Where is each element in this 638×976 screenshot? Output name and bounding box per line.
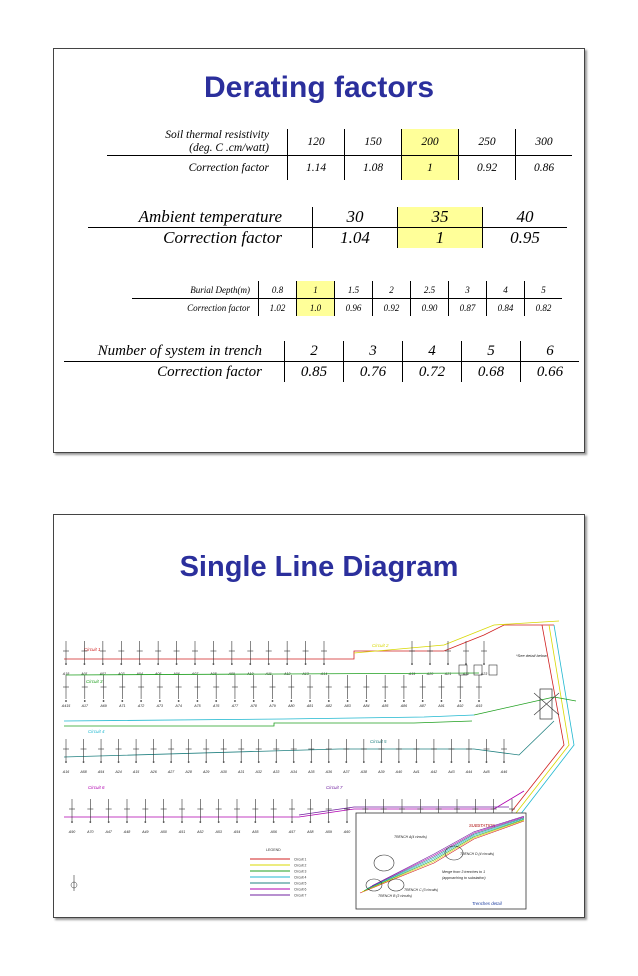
merge-note: Merge from 3 trenches to 1 xyxy=(442,870,486,874)
feeder-label: A43 xyxy=(448,770,455,774)
feeder-node xyxy=(83,761,85,763)
ambient-label: Ambient temperature xyxy=(88,207,313,228)
feeder-node xyxy=(459,700,461,702)
feeder-label: A29 xyxy=(202,770,210,774)
feeder-label: A70 xyxy=(87,830,94,834)
feeder-node xyxy=(84,700,86,702)
feeder-label: A58 xyxy=(80,770,87,774)
feeder-node xyxy=(121,700,123,702)
feeder-node xyxy=(465,663,467,665)
feeder-node xyxy=(178,700,180,702)
feeder-label: A57 xyxy=(288,830,296,834)
feeder-node xyxy=(272,700,274,702)
circuit-label: Circuit 7 xyxy=(326,785,343,790)
table-cell: 0.84 xyxy=(487,299,525,317)
feeder-node xyxy=(65,663,67,665)
feeder-label: A54 xyxy=(97,770,105,774)
feeder-label: A03 xyxy=(118,672,125,676)
table-cell: 4 xyxy=(487,281,525,299)
feeder-label: A49 xyxy=(142,830,149,834)
feeder-node xyxy=(188,761,190,763)
feeder-node xyxy=(411,663,413,665)
feeder-label: A415 xyxy=(61,704,71,708)
feeder-node xyxy=(441,700,443,702)
feeder-label: A44 xyxy=(465,770,473,774)
feeder-label: A86 xyxy=(400,704,408,708)
table-cell-highlight: 1 xyxy=(398,228,483,249)
feeder-node xyxy=(365,700,367,702)
feeder-label: A77 xyxy=(231,704,239,708)
burial-depth-table xyxy=(132,281,562,316)
feeder-node xyxy=(135,761,137,763)
table-cell: 2 xyxy=(373,281,411,299)
feeder-node xyxy=(176,663,178,665)
feeder-label: A41 xyxy=(413,770,420,774)
circuit-label: Circuit 2 xyxy=(372,643,389,648)
table-cell: 0.76 xyxy=(344,362,403,383)
table-cell: 0.68 xyxy=(462,362,521,383)
feeder-label: A05 xyxy=(154,672,162,676)
feeder-node xyxy=(89,821,91,823)
feeder-node xyxy=(108,821,110,823)
feeder-node xyxy=(215,700,217,702)
table-cell: 1.5 xyxy=(335,281,373,299)
legend-label: Circuit 1 xyxy=(294,857,307,862)
feeder-label: A06 xyxy=(173,672,180,676)
table-cell: 3 xyxy=(344,341,403,362)
circuit-4-route xyxy=(64,715,474,721)
feeder-label: A30 xyxy=(220,770,227,774)
feeder-node xyxy=(468,761,470,763)
table-cell: 0.87 xyxy=(449,299,487,317)
table-cell: 30 xyxy=(313,207,398,228)
feeder-node xyxy=(170,761,172,763)
feeder-node xyxy=(103,700,105,702)
feeder-label: A87 xyxy=(419,704,426,708)
circuit-3-bus xyxy=(66,673,479,675)
feeder-label: A54 xyxy=(233,830,241,834)
feeder-label: A23 xyxy=(480,672,488,676)
feeder-label: A59 xyxy=(325,830,332,834)
feeder-node xyxy=(345,761,347,763)
feeder-label: A53 xyxy=(215,830,222,834)
single-line-diagram xyxy=(54,593,586,919)
feeder-node xyxy=(328,700,330,702)
feeder-node xyxy=(486,761,488,763)
circuit-label: Circuit 1 xyxy=(84,647,101,652)
feeder-node xyxy=(140,700,142,702)
feeder-label: A80 xyxy=(288,704,295,708)
table-cell: 3 xyxy=(449,281,487,299)
feeder-node xyxy=(102,663,104,665)
feeder-label: A38 xyxy=(360,770,368,774)
feeder-node xyxy=(291,821,293,823)
feeder-label: A04 xyxy=(136,672,143,676)
feeder-node xyxy=(447,663,449,665)
feeder-node xyxy=(416,761,418,763)
feeder-label: A60 xyxy=(343,830,351,834)
correction-label: Correction factor xyxy=(187,302,250,313)
feeder-node xyxy=(236,821,238,823)
feeder-node xyxy=(126,821,128,823)
table-cell-highlight: 1 xyxy=(402,156,459,181)
feeder-label: A92 xyxy=(457,704,464,708)
feeder-label: A22 xyxy=(462,672,470,676)
feeder-label: A91 xyxy=(438,704,445,708)
feeder-label: A32 xyxy=(255,770,262,774)
feeder-node xyxy=(157,663,159,665)
table-cell: 120 xyxy=(288,129,345,156)
circuit-label: Circuit 4 xyxy=(88,729,105,734)
feeder-node xyxy=(273,821,275,823)
feeder-label: A17 xyxy=(81,704,88,708)
table-cell: 0.86 xyxy=(516,156,573,181)
feeder-label: A40 xyxy=(395,770,403,774)
feeder-node xyxy=(120,663,122,665)
feeder-label: A21 xyxy=(444,672,452,676)
feeder-node xyxy=(253,700,255,702)
feeder-label: A18 xyxy=(62,672,70,676)
trench-label: Number of system in trench xyxy=(64,341,285,362)
trunk-route xyxy=(474,721,554,755)
feeder-node xyxy=(153,761,155,763)
table-cell: 300 xyxy=(516,129,573,156)
feeder-label: A46 xyxy=(500,770,508,774)
feeder-node xyxy=(429,663,431,665)
feeder-node xyxy=(144,821,146,823)
feeder-label: A50 xyxy=(160,830,167,834)
feeder-node xyxy=(223,761,225,763)
feeder-node xyxy=(65,700,67,702)
substation-box xyxy=(540,689,552,719)
trunk-route xyxy=(474,697,576,715)
feeder-label: A39 xyxy=(378,770,385,774)
table-cell: 0.90 xyxy=(411,299,449,317)
feeder-node xyxy=(328,821,330,823)
correction-label: Correction factor xyxy=(188,161,269,174)
feeder-label: A78 xyxy=(250,704,257,708)
table-cell: 0.8 xyxy=(259,281,297,299)
table-cell: 0.66 xyxy=(521,362,580,383)
table-cell: 0.96 xyxy=(335,299,373,317)
legend-label: Circuit 6 xyxy=(294,887,307,892)
table-cell: 0.82 xyxy=(525,299,563,317)
table-cell: 40 xyxy=(483,207,568,228)
feeder-node xyxy=(163,821,165,823)
legend-label: Circuit 5 xyxy=(294,881,307,886)
trenches-detail-caption: Trenches detail xyxy=(472,901,502,906)
feeder-label: A19 xyxy=(408,672,416,676)
feeder-label: A71 xyxy=(119,704,126,708)
feeder-node xyxy=(286,663,288,665)
feeder-label: A24 xyxy=(115,770,122,774)
feeder-node xyxy=(249,663,251,665)
feeder-node xyxy=(139,663,141,665)
legend-label: Circuit 2 xyxy=(294,863,307,868)
feeder-node xyxy=(483,663,485,665)
trench-label: TRENCH D (4 circuits) xyxy=(460,852,495,856)
feeder-node xyxy=(305,663,307,665)
feeder-label: A90 xyxy=(68,830,76,834)
feeder-label: A20 xyxy=(426,672,434,676)
table-cell: 250 xyxy=(459,129,516,156)
feeder-node xyxy=(197,700,199,702)
feeder-label: A16 xyxy=(62,770,70,774)
feeder-node xyxy=(199,821,201,823)
feeder-label: A82 xyxy=(325,704,333,708)
feeder-node xyxy=(234,700,236,702)
table-cell: 1.14 xyxy=(288,156,345,181)
feeder-label: A55 xyxy=(252,830,259,834)
feeder-node xyxy=(240,761,242,763)
feeder-label: A69 xyxy=(100,704,107,708)
table-cell: 1.08 xyxy=(345,156,402,181)
trench-label: TRENCH A(4 circuits) xyxy=(394,835,427,839)
feeder-node xyxy=(310,761,312,763)
feeder-label: A31 xyxy=(237,770,245,774)
feeder-label: A74 xyxy=(175,704,182,708)
feeder-node xyxy=(422,700,424,702)
feeder-node xyxy=(309,821,311,823)
feeder-label: A81 xyxy=(306,704,314,708)
feeder-node xyxy=(213,663,215,665)
legend-label: Circuit 4 xyxy=(294,875,307,880)
table-cell: 1.04 xyxy=(313,228,398,249)
table-cell-highlight: 1 xyxy=(297,281,335,299)
feeder-node xyxy=(159,700,161,702)
feeder-label: A28 xyxy=(185,770,192,774)
circuit-2-route xyxy=(354,621,559,653)
correction-label: Correction factor xyxy=(163,228,282,247)
see-detail-note: *See detail below xyxy=(516,653,547,658)
soil-label: Soil thermal resistivity (deg. C .cm/watt) xyxy=(107,129,288,156)
feeder-node xyxy=(218,821,220,823)
burial-label: Burial Depth(m) xyxy=(132,281,259,299)
feeder-node xyxy=(384,700,386,702)
feeder-node xyxy=(309,700,311,702)
trench-label: TRENCH C (3 circuits) xyxy=(404,888,439,892)
legend-label: Circuit 3 xyxy=(294,869,307,874)
legend-title: LEGEND xyxy=(266,848,281,852)
feeder-label: A85 xyxy=(381,704,389,708)
trench-label: TRENCH B (3 circuits) xyxy=(378,894,412,898)
feeder-label: A01 xyxy=(81,672,88,676)
feeder-node xyxy=(478,700,480,702)
feeder-label: A73 xyxy=(156,704,164,708)
table-cell: 5 xyxy=(462,341,521,362)
table-cell: 0.85 xyxy=(285,362,344,383)
feeder-node xyxy=(398,761,400,763)
feeder-label: A27 xyxy=(167,770,175,774)
feeder-node xyxy=(346,821,348,823)
table-cell: 1.02 xyxy=(259,299,297,317)
merge-note: (approaching to substation) xyxy=(442,876,486,880)
feeder-label: A47 xyxy=(105,830,112,834)
slide-derating-factors xyxy=(53,48,585,453)
table-cell: 0.92 xyxy=(373,299,411,317)
feeder-label: A58 xyxy=(307,830,314,834)
substation-label: SUBSTATION xyxy=(469,823,496,828)
feeder-node xyxy=(503,761,505,763)
table-cell: 6 xyxy=(521,341,580,362)
ambient-temperature-table xyxy=(88,207,567,248)
feeder-node xyxy=(118,761,120,763)
table-cell-highlight: 35 xyxy=(398,207,483,228)
circuit-5-route xyxy=(64,749,474,757)
feeder-node xyxy=(451,761,453,763)
slide-title: Derating factors xyxy=(203,71,435,104)
feeder-node xyxy=(100,761,102,763)
feeder-label: A37 xyxy=(343,770,350,774)
table-cell: 0.92 xyxy=(459,156,516,181)
feeder-node xyxy=(275,761,277,763)
table-cell: 2 xyxy=(285,341,344,362)
feeder-node xyxy=(347,700,349,702)
feeder-label: A72 xyxy=(137,704,145,708)
feeder-node xyxy=(231,663,233,665)
slide-title: Single Line Diagram xyxy=(179,551,459,583)
feeder-label: A79 xyxy=(269,704,276,708)
circuit-label: Circuit 6 xyxy=(88,785,105,790)
feeder-node xyxy=(254,821,256,823)
feeder-node xyxy=(293,761,295,763)
feeder-node xyxy=(181,821,183,823)
feeder-label: A76 xyxy=(212,704,220,708)
feeder-label: A45 xyxy=(483,770,490,774)
feeder-node xyxy=(323,663,325,665)
feeder-node xyxy=(268,663,270,665)
feeder-label: A93 xyxy=(475,704,483,708)
correction-label: Correction factor xyxy=(157,363,262,380)
slide-single-line-diagram xyxy=(53,514,585,918)
feeder-label: A36 xyxy=(325,770,333,774)
feeder-label: A51 xyxy=(178,830,186,834)
feeder-node xyxy=(328,761,330,763)
feeder-label: A34 xyxy=(290,770,297,774)
table-cell: 0.72 xyxy=(403,362,462,383)
feeder-node xyxy=(290,700,292,702)
legend-label: Circuit 7 xyxy=(294,893,307,898)
feeder-node xyxy=(380,761,382,763)
feeder-node xyxy=(363,761,365,763)
table-cell-highlight: 200 xyxy=(402,129,459,156)
feeder-label: A35 xyxy=(308,770,315,774)
feeder-node xyxy=(84,663,86,665)
circuit-label: Circuit 5 xyxy=(370,739,387,744)
feeder-label: A26 xyxy=(150,770,157,774)
feeder-node xyxy=(65,761,67,763)
feeder-label: A42 xyxy=(430,770,438,774)
soil-resistivity-table xyxy=(107,129,572,180)
table-cell: 5 xyxy=(525,281,563,299)
feeder-label: A15 xyxy=(132,770,140,774)
feeder-label: A02 xyxy=(99,672,107,676)
feeder-label: A56 xyxy=(270,830,277,834)
feeder-label: A52 xyxy=(197,830,204,834)
feeder-node xyxy=(433,761,435,763)
circuit-label: Circuit 3 xyxy=(86,679,103,684)
feeder-label: A48 xyxy=(123,830,131,834)
feeder-label: A75 xyxy=(194,704,201,708)
feeder-node xyxy=(194,663,196,665)
feeder-node xyxy=(71,821,73,823)
feeder-label: A84 xyxy=(363,704,370,708)
feeder-node xyxy=(403,700,405,702)
feeder-node xyxy=(205,761,207,763)
table-cell-highlight: 1.0 xyxy=(297,299,335,317)
feeder-node xyxy=(258,761,260,763)
feeder-label: A83 xyxy=(344,704,351,708)
transformer-box xyxy=(489,665,497,675)
table-cell: 2.5 xyxy=(411,281,449,299)
table-cell: 150 xyxy=(345,129,402,156)
table-cell: 0.95 xyxy=(483,228,568,249)
feeder-label: A33 xyxy=(273,770,280,774)
circuit-3-route xyxy=(64,721,472,726)
table-cell: 4 xyxy=(403,341,462,362)
trench-systems-table xyxy=(64,341,579,382)
